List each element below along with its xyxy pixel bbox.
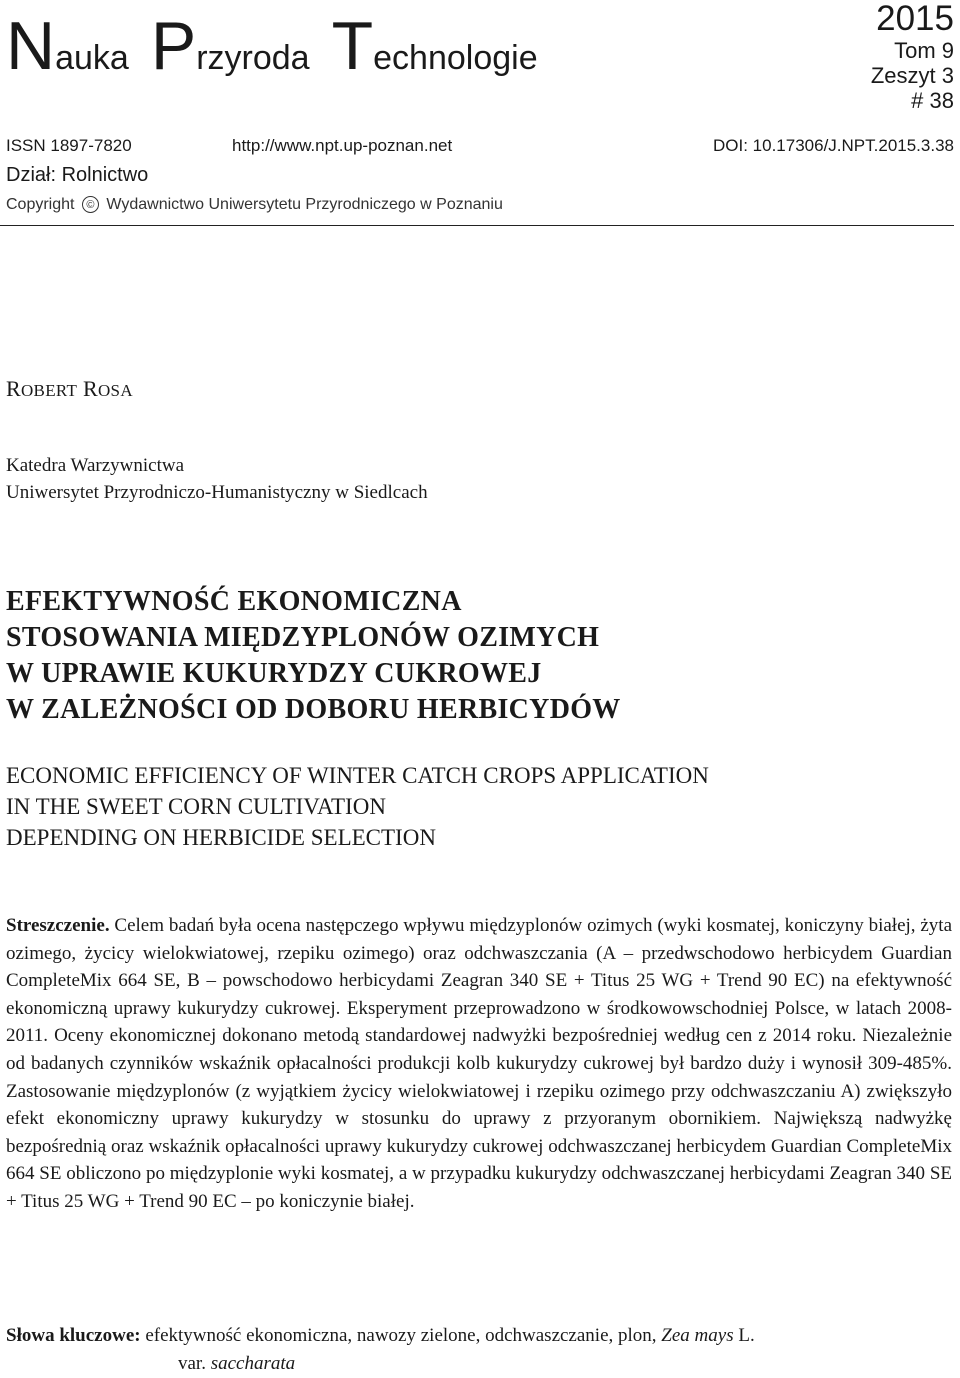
issue-article-number: # 38: [911, 88, 954, 113]
issue-year: 2015: [876, 0, 954, 38]
journal-url[interactable]: http://www.npt.up-poznan.net: [232, 136, 453, 155]
copyright-icon: ©: [82, 196, 99, 213]
affiliation-department: Katedra Warzywnictwa: [6, 455, 185, 476]
copyright-text: Wydawnictwo Uniwersytetu Przyrodniczego w Poznaniu: [106, 196, 503, 213]
title-english: [6, 760, 709, 853]
abstract-label: Streszczenie.: [6, 915, 110, 936]
abstract: [6, 912, 952, 1216]
title-english-line: DEPENDING ON HERBICIDE SELECTION: [6, 825, 436, 850]
keywords-author-abbr: L.: [738, 1325, 755, 1346]
masthead-word-przyroda: Przyroda: [150, 8, 310, 84]
title-polish: [6, 584, 621, 728]
meta-row: [6, 136, 954, 158]
copyright-line: [6, 196, 503, 214]
keywords: [6, 1322, 952, 1378]
affiliation-university: Uniwersytet Przyrodniczo-Humanistyczny w Siedlcach: [6, 482, 428, 503]
masthead-word-nauka: Nauka: [6, 8, 129, 84]
issue-info: [871, 0, 954, 113]
header-divider: [0, 225, 954, 226]
issue-volume: Tom 9: [894, 38, 954, 63]
abstract-text: Celem badań była ocena następczego wpływu międzyplonów ozimych (wyki kosmatej, koniczyny białej, żyta ozimego, życicy wielokwiatowej, rzepiku ozimego) oraz odchwaszczania (A – przedwschodowo herbicydem Guardian CompleteMix 664 SE, B – powschodowo herbicydami Zeagran 340 SE + Titus 25 WG + Trend 90 EC) na efektywność ekonomiczną uprawy kukurydzy cukrowej. Eksperyment przeprowadzono w środkowowschodniej Polsce, w latach 2008-2011. Oceny ekonomicznej dokonano metodą standardowej nadwyżki bezpośredniej według cen z 2014 roku. Niezależnie od badanych czynników wskaźnik opłacalności produkcji kolb kukurydzy cukrowej był bardzo duży i wynosił 309-485%. Zastosowanie międzyplonów (z wyjątkiem życicy wielokwiatowej i rzepiku ozimego przy odchwaszczaniu A) zwiększyło efekt ekonomiczny uprawy kukurydzy w stosunku do uprawy z przyoranym obornikiem. Największą nadwyżkę bezpośrednią oraz wskaźnik opłacalności uprawy kukurydzy cukrowej odchwaszczanej herbicydem Guardian CompleteMix 664 SE obliczono po międzyplonie wyki kosmatej, a w przypadku kukurydzy odchwaszczanej herbicydami Zeagran 340 SE + Titus 25 WG + Trend 90 EC – po koniczynie białej.: [6, 915, 952, 1212]
keywords-variety: saccharata: [210, 1353, 296, 1374]
keywords-var-label: var.: [178, 1353, 206, 1374]
title-polish-line: STOSOWANIA MIĘDZYPLONÓW OZIMYCH: [6, 622, 600, 653]
section-label: Dział: Rolnictwo: [6, 164, 149, 186]
issn: ISSN 1897-7820: [6, 136, 132, 155]
copyright-prefix: Copyright: [6, 196, 75, 213]
keywords-label: Słowa kluczowe:: [6, 1325, 141, 1346]
title-polish-line: EFEKTYWNOŚĆ EKONOMICZNA: [6, 586, 462, 617]
issue-number: Zeszyt 3: [870, 63, 954, 88]
title-english-line: IN THE SWEET CORN CULTIVATION: [6, 794, 386, 819]
title-polish-line: W UPRAWIE KUKURYDZY CUKROWEJ: [6, 658, 542, 689]
masthead-word-technologie: Technologie: [331, 8, 538, 84]
doi: DOI: 10.17306/J.NPT.2015.3.38: [713, 136, 954, 155]
author-affiliation: [6, 452, 428, 506]
journal-masthead: [6, 8, 626, 102]
keywords-text: efektywność ekonomiczna, nawozy zielone, odchwaszczanie, plon,: [145, 1325, 657, 1346]
keywords-species: Zea mays: [661, 1325, 734, 1346]
title-polish-line: W ZALEŻNOŚCI OD DOBORU HERBICYDÓW: [6, 694, 621, 725]
author-name: ROBERT ROSA: [6, 376, 133, 401]
title-english-line: ECONOMIC EFFICIENCY OF WINTER CATCH CROPS APPLICATION: [6, 763, 709, 788]
